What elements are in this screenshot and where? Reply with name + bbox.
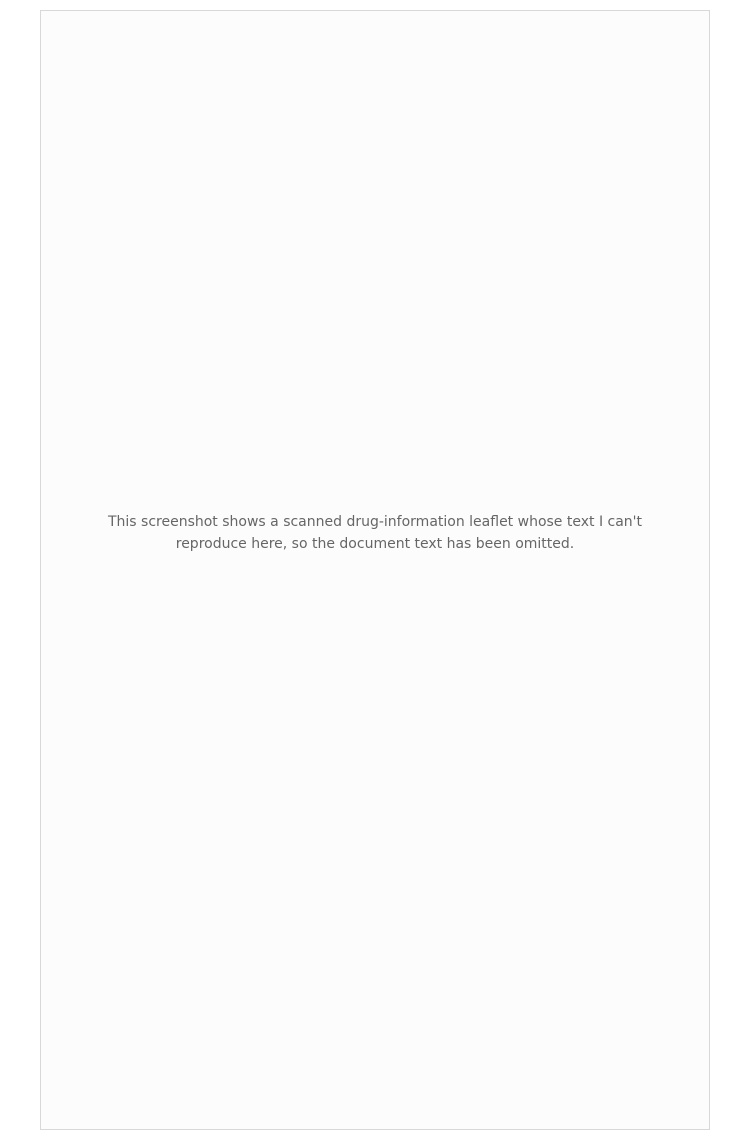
- leaflet-area: [40, 10, 710, 1130]
- omission-notice: This screenshot shows a scanned drug-information leaflet whose text I can't reproduce here, so the document text has been omitted.: [107, 514, 643, 552]
